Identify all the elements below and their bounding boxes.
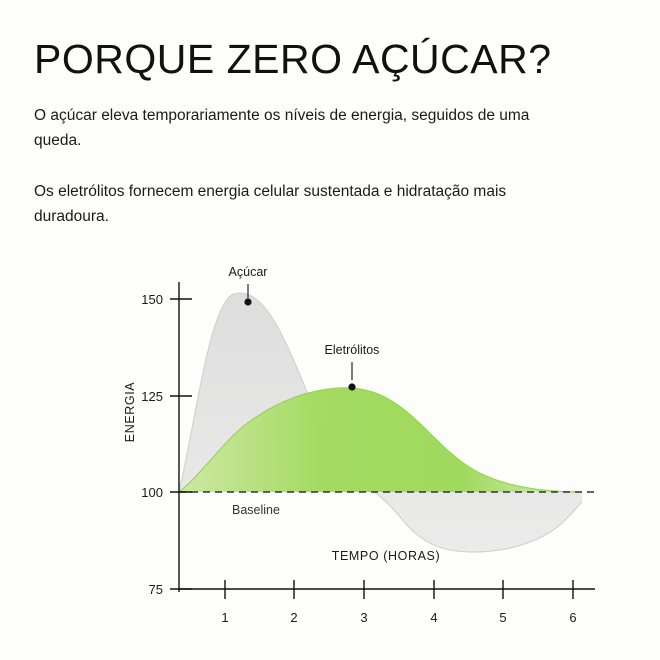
x-axis [179,580,595,599]
annotation-sugar-label: Açúcar [228,265,268,279]
page-title: PORQUE ZERO AÇÚCAR? [34,36,552,82]
x-tick-3: 3 [360,610,368,625]
x-tick-6: 6 [569,610,577,625]
paragraph-sugar: O açúcar eleva temporariamente os níveis de energia, seguidos de uma queda. [34,107,530,150]
energy-chart [34,262,630,642]
annotation-electrolytes-label: Eletrólitos [324,343,380,357]
x-tick-1: 1 [221,610,229,625]
annotation-baseline-label: Baseline [232,503,280,517]
y-tick-125: 125 [141,389,163,404]
x-axis-title: TEMPO (HORAS) [331,549,441,563]
y-tick-150: 150 [141,292,163,307]
y-axis-title: ENERGIA [123,381,137,443]
y-axis [170,282,192,592]
annotation-electrolytes [325,343,380,391]
x-tick-5: 5 [499,610,507,625]
y-tick-100: 100 [141,485,163,500]
y-tick-75: 75 [148,582,163,597]
x-tick-2: 2 [290,610,298,625]
paragraph-electrolytes: Os eletrólitos fornecem energia celular sustentada e hidratação mais duradoura. [34,183,507,226]
x-tick-4: 4 [430,610,438,625]
